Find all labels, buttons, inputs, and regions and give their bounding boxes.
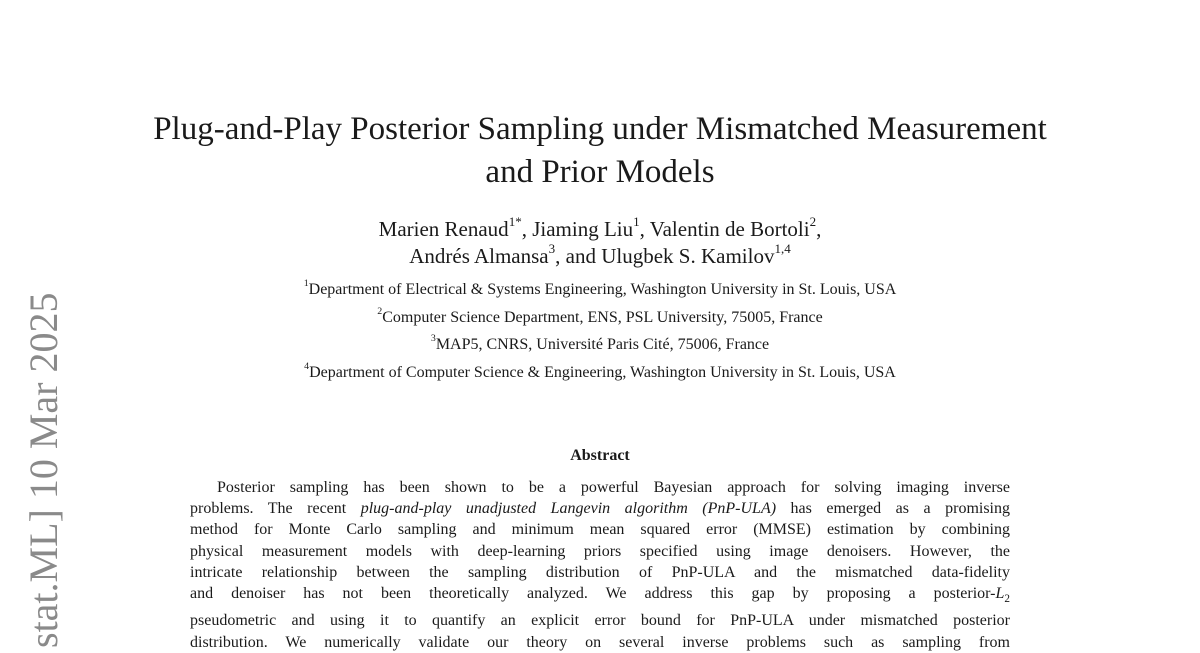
author-line-2	[200, 243, 1000, 270]
author-name: Andrés Almansa	[409, 244, 549, 268]
paper-title	[100, 108, 1100, 194]
abstract-line: distribution. We numerically validate our theory on several inverse problems such as sampling from	[190, 633, 1010, 651]
author-affil-mark: 1	[633, 214, 640, 230]
author-name: , Valentin de Bortoli	[639, 217, 810, 241]
abstract-line: problems. The recent plug-and-play unadjusted Langevin algorithm (PnP-ULA) has emerged as a promising	[190, 500, 1011, 518]
affiliation-list	[150, 276, 1050, 386]
affiliation-1: $^1$Department of Electrical & Systems Engineering, Washington University in St. Louis, USA	[303, 278, 897, 298]
abstract-line: Posterior sampling has been shown to be a powerful Bayesian approach for solving imaging inverse	[217, 479, 1010, 496]
algorithm-name-emphasis: plug-and-play unadjusted Langevin algorithm (PnP-ULA)	[360, 500, 777, 518]
abstract-line: intricate relationship between the sampling distribution of PnP-ULA and the mismatched data-fidelity	[190, 563, 1010, 581]
author-list	[200, 216, 1000, 270]
abstract-heading: Abstract	[570, 447, 630, 464]
author-name: , and Ulugbek S. Kamilov	[555, 244, 775, 268]
abstract-line: pseudometric and using it to quantify an explicit error bound for PnP-ULA under mismatched posterior	[190, 612, 1010, 630]
paper-title-line-2: and Prior Models	[485, 154, 715, 190]
author-affil-mark: 3	[548, 241, 556, 257]
abstract-line: physical measurement models with deep-learning priors specified using image denoisers. However, the	[190, 542, 1010, 560]
abstract-line: and denoiser has not been theoretically analyzed. We address this gap by proposing a posterior-$L_2$	[190, 585, 1010, 606]
paper-title-line-1: Plug-and-Play Posterior Sampling under Mismatched Measurement	[153, 111, 1047, 147]
author-affil-mark: 2	[809, 214, 817, 230]
affiliation-3: $^3$MAP5, CNRS, Université Paris Cité, 75006, France	[430, 333, 770, 353]
author-affil-mark: 1*	[508, 214, 522, 230]
affiliation-2: $^2$Computer Science Department, ENS, PSL University, 75005, France	[377, 305, 823, 326]
arxiv-identifier-stamp: stat.ML] 10 Mar 2025	[21, 292, 66, 648]
abstract-line: method for Monte Carlo sampling and minimum mean squared error (MMSE) estimation by combining	[190, 521, 1010, 539]
abstract-body	[190, 477, 1010, 653]
author-affil-mark: 1,4	[774, 241, 791, 257]
author-name: , Jiaming Liu	[521, 217, 634, 241]
author-name: Marien Renaud	[378, 217, 509, 241]
affiliation-4: $^4$Department of Computer Science & Engineering, Washington University in St. Louis, USA	[304, 360, 896, 381]
math-symbol: L	[995, 585, 1005, 603]
author-line-1: Marien Renaud$^{1*}$, Jiaming Liu$^1$, Valentin de Bortoli$^2$,	[378, 214, 822, 241]
